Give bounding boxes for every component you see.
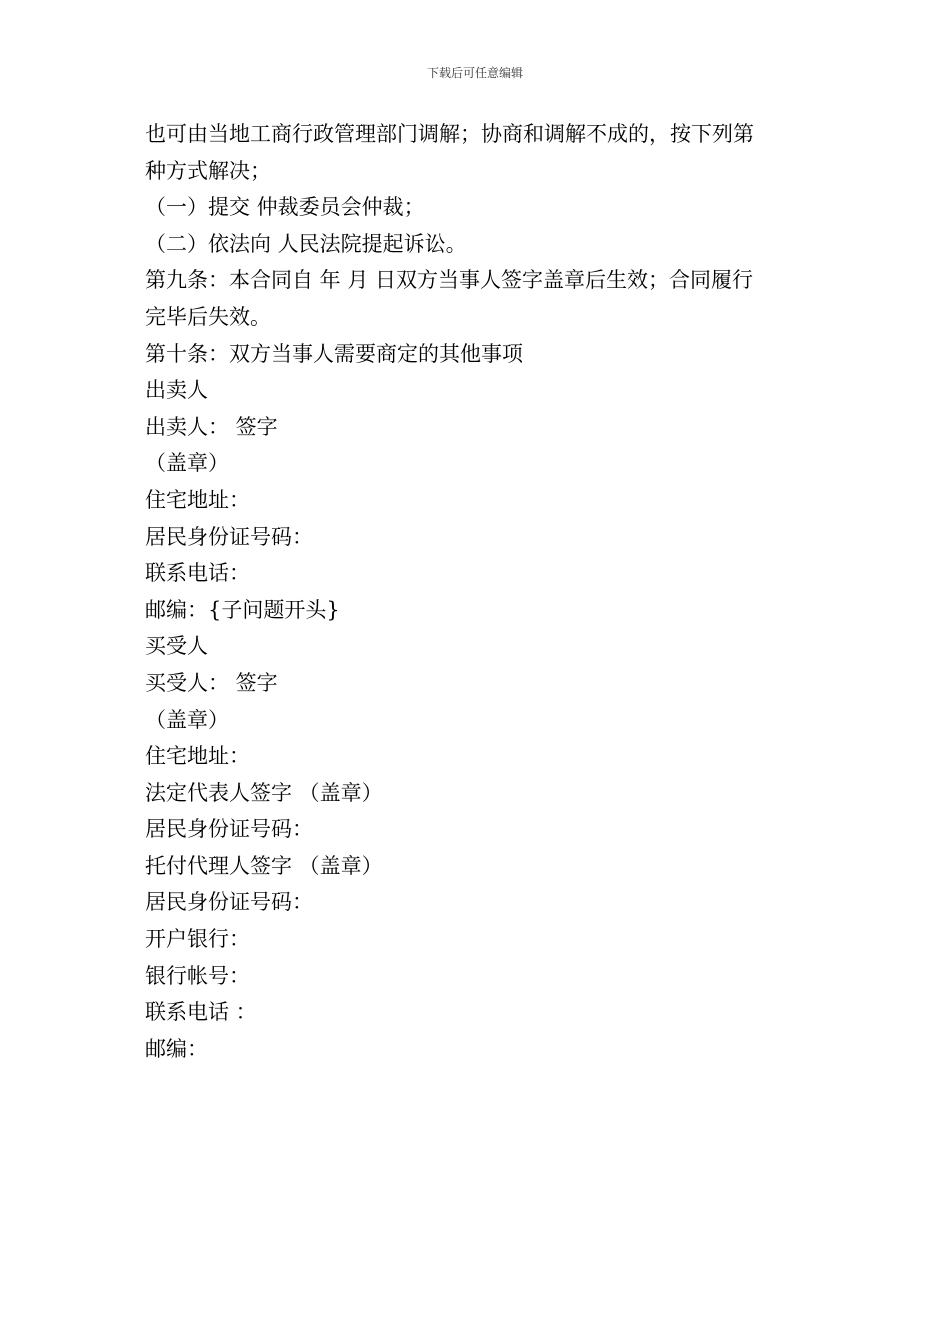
- option-arbitration: （一）提交 仲裁委员会仲裁；: [145, 195, 425, 220]
- seller-id-number: 居民身份证号码：: [145, 524, 313, 549]
- document-body: [145, 116, 810, 1067]
- option-litigation: （二）依法向 人民法院提起诉讼。: [145, 231, 467, 256]
- seller-address: 住宅地址：: [145, 487, 250, 512]
- legal-representative-id-number: 居民身份证号码：: [145, 817, 313, 842]
- article-ten: 第十条：双方当事人需要商定的其他事项: [145, 341, 523, 366]
- buyer-phone: 联系电话 ：: [145, 1000, 257, 1025]
- bank-name: 开户银行：: [145, 927, 250, 952]
- seller-heading: 出卖人: [145, 378, 208, 403]
- legal-representative-signature: 法定代表人签字 （盖章）: [145, 780, 383, 805]
- buyer-postcode: 邮编：: [145, 1036, 208, 1061]
- seller-postcode: 邮编：{子问题开头}: [145, 597, 340, 622]
- authorized-agent-signature: 托付代理人签字 （盖章）: [145, 853, 383, 878]
- dispute-resolution-line-2: 种方式解决；: [145, 158, 271, 183]
- authorized-agent-id-number: 居民身份证号码：: [145, 890, 313, 915]
- seller-phone: 联系电话：: [145, 561, 250, 586]
- buyer-address: 住宅地址：: [145, 744, 250, 769]
- bank-account: 银行帐号：: [145, 963, 250, 988]
- article-nine-line-2: 完毕后失效。: [145, 304, 271, 329]
- seller-seal: （盖章）: [145, 451, 229, 476]
- buyer-heading: 买受人: [145, 634, 208, 659]
- seller-signature: 出卖人： 签字: [145, 414, 278, 439]
- article-nine-line-1: 第九条：本合同自 年 月 日双方当事人签字盖章后生效；合同履行: [145, 268, 754, 293]
- buyer-signature: 买受人： 签字: [145, 670, 278, 695]
- dispute-resolution-line-1: 也可由当地工商行政管理部门调解；协商和调解不成的，按下列第: [145, 122, 754, 146]
- page-header: 下载后可任意编辑: [426, 66, 523, 80]
- buyer-seal: （盖章）: [145, 707, 229, 732]
